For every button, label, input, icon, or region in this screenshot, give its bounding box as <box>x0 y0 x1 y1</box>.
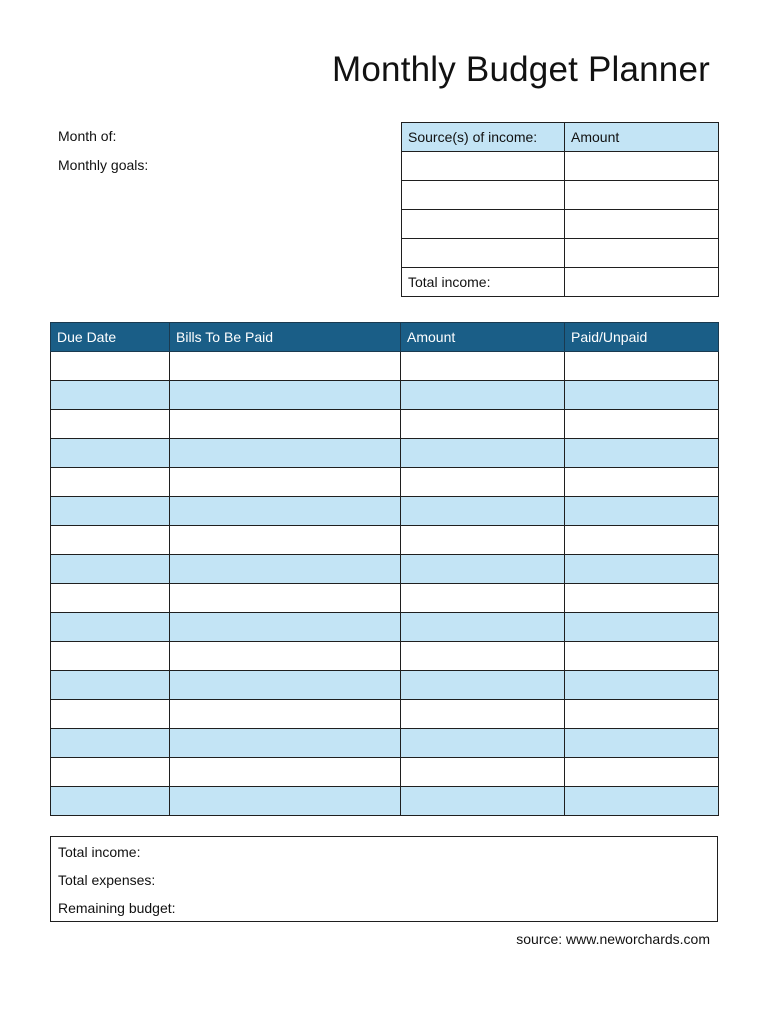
due-date-cell[interactable] <box>51 642 170 671</box>
bill-name-cell[interactable] <box>170 700 401 729</box>
bill-name-cell[interactable] <box>170 555 401 584</box>
income-amount-cell[interactable] <box>565 152 719 181</box>
due-date-cell[interactable] <box>51 787 170 816</box>
bill-name-cell[interactable] <box>170 526 401 555</box>
bill-amount-cell[interactable] <box>401 613 565 642</box>
due-date-cell[interactable] <box>51 613 170 642</box>
paid-status-cell[interactable] <box>565 410 719 439</box>
bill-amount-cell[interactable] <box>401 584 565 613</box>
bill-amount-cell[interactable] <box>401 526 565 555</box>
bill-row <box>51 584 719 613</box>
bill-row <box>51 671 719 700</box>
paid-status-cell[interactable] <box>565 642 719 671</box>
bill-amount-cell[interactable] <box>401 700 565 729</box>
summary-remaining-budget: Remaining budget: <box>58 900 176 916</box>
bill-name-cell[interactable] <box>170 758 401 787</box>
bill-row <box>51 497 719 526</box>
bill-row <box>51 758 719 787</box>
income-table <box>401 122 719 297</box>
summary-box <box>50 836 718 922</box>
income-total-label: Total income: <box>402 268 565 297</box>
bill-name-cell[interactable] <box>170 497 401 526</box>
bill-amount-cell[interactable] <box>401 381 565 410</box>
bill-name-cell[interactable] <box>170 439 401 468</box>
bill-amount-cell[interactable] <box>401 468 565 497</box>
income-row <box>402 152 719 181</box>
due-date-cell[interactable] <box>51 497 170 526</box>
paid-status-cell[interactable] <box>565 468 719 497</box>
paid-status-cell[interactable] <box>565 758 719 787</box>
income-header-row <box>402 123 719 152</box>
bill-row <box>51 555 719 584</box>
income-amount-cell[interactable] <box>565 239 719 268</box>
income-total-row <box>402 268 719 297</box>
bill-name-cell[interactable] <box>170 613 401 642</box>
paid-status-cell[interactable] <box>565 352 719 381</box>
income-amount-header: Amount <box>565 123 719 152</box>
bill-row <box>51 381 719 410</box>
paid-status-cell[interactable] <box>565 584 719 613</box>
due-date-cell[interactable] <box>51 468 170 497</box>
summary-total-expenses: Total expenses: <box>58 872 156 888</box>
paid-status-cell[interactable] <box>565 497 719 526</box>
bill-row <box>51 729 719 758</box>
amount-header: Amount <box>401 323 565 352</box>
bill-name-cell[interactable] <box>170 787 401 816</box>
income-row <box>402 210 719 239</box>
due-date-cell[interactable] <box>51 700 170 729</box>
bill-amount-cell[interactable] <box>401 787 565 816</box>
bill-name-cell[interactable] <box>170 352 401 381</box>
bill-amount-cell[interactable] <box>401 758 565 787</box>
bill-row <box>51 468 719 497</box>
monthly-goals-label: Monthly goals: <box>58 157 149 173</box>
due-date-cell[interactable] <box>51 526 170 555</box>
income-source-cell[interactable] <box>402 181 565 210</box>
income-source-header: Source(s) of income: <box>402 123 565 152</box>
due-date-cell[interactable] <box>51 352 170 381</box>
paid-status-cell[interactable] <box>565 729 719 758</box>
paid-status-cell[interactable] <box>565 613 719 642</box>
bill-name-cell[interactable] <box>170 642 401 671</box>
bill-name-cell[interactable] <box>170 410 401 439</box>
due-date-cell[interactable] <box>51 758 170 787</box>
bill-amount-cell[interactable] <box>401 497 565 526</box>
page-title: Monthly Budget Planner <box>332 50 710 89</box>
bill-amount-cell[interactable] <box>401 555 565 584</box>
bill-row <box>51 526 719 555</box>
due-date-cell[interactable] <box>51 555 170 584</box>
bill-row <box>51 410 719 439</box>
bill-name-cell[interactable] <box>170 468 401 497</box>
month-of-label: Month of: <box>58 128 117 144</box>
income-source-cell[interactable] <box>402 210 565 239</box>
summary-total-income: Total income: <box>58 844 141 860</box>
due-date-cell[interactable] <box>51 729 170 758</box>
bills-to-be-paid-header: Bills To Be Paid <box>170 323 401 352</box>
bills-header-row <box>51 323 719 352</box>
income-row <box>402 181 719 210</box>
income-amount-cell[interactable] <box>565 181 719 210</box>
paid-status-cell[interactable] <box>565 526 719 555</box>
bill-row <box>51 439 719 468</box>
bill-amount-cell[interactable] <box>401 729 565 758</box>
source-credit: source: www.neworchards.com <box>516 931 710 947</box>
paid-unpaid-header: Paid/Unpaid <box>565 323 719 352</box>
paid-status-cell[interactable] <box>565 555 719 584</box>
due-date-cell[interactable] <box>51 381 170 410</box>
bills-table <box>50 322 719 816</box>
bill-row <box>51 700 719 729</box>
bill-amount-cell[interactable] <box>401 410 565 439</box>
income-amount-cell[interactable] <box>565 210 719 239</box>
bill-amount-cell[interactable] <box>401 671 565 700</box>
paid-status-cell[interactable] <box>565 439 719 468</box>
bill-row <box>51 613 719 642</box>
bill-amount-cell[interactable] <box>401 352 565 381</box>
paid-status-cell[interactable] <box>565 700 719 729</box>
bills-body <box>51 352 719 816</box>
bill-name-cell[interactable] <box>170 381 401 410</box>
income-source-cell[interactable] <box>402 152 565 181</box>
paid-status-cell[interactable] <box>565 787 719 816</box>
income-total-cell[interactable] <box>565 268 719 297</box>
income-row <box>402 239 719 268</box>
bill-name-cell[interactable] <box>170 671 401 700</box>
bill-row <box>51 642 719 671</box>
due-date-cell[interactable] <box>51 671 170 700</box>
paid-status-cell[interactable] <box>565 671 719 700</box>
paid-status-cell[interactable] <box>565 381 719 410</box>
bill-amount-cell[interactable] <box>401 642 565 671</box>
bill-name-cell[interactable] <box>170 584 401 613</box>
bill-row <box>51 352 719 381</box>
due-date-header: Due Date <box>51 323 170 352</box>
bill-amount-cell[interactable] <box>401 439 565 468</box>
bill-row <box>51 787 719 816</box>
income-source-cell[interactable] <box>402 239 565 268</box>
due-date-cell[interactable] <box>51 439 170 468</box>
bill-name-cell[interactable] <box>170 729 401 758</box>
due-date-cell[interactable] <box>51 584 170 613</box>
due-date-cell[interactable] <box>51 410 170 439</box>
